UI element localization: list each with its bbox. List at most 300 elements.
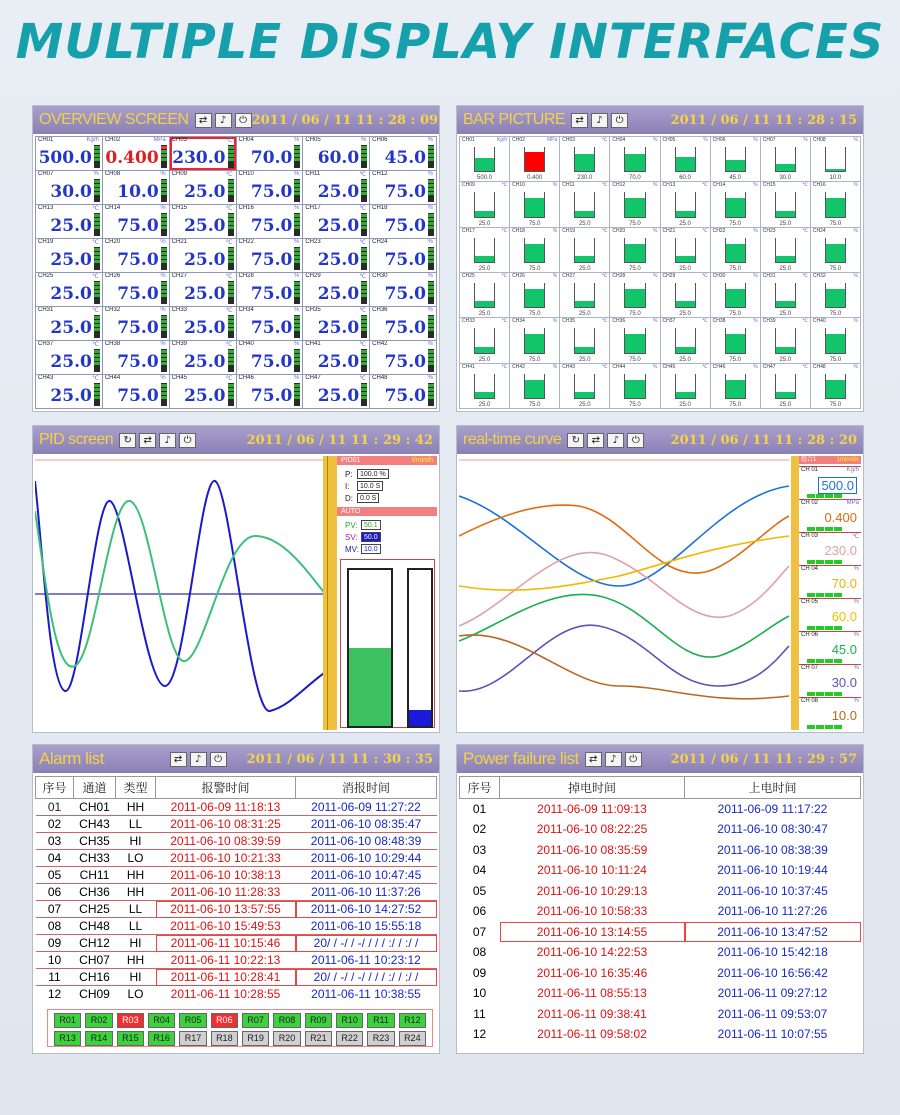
channel-label: CH41 xyxy=(462,363,475,370)
i-value[interactable]: 10.0 S xyxy=(357,481,383,491)
fail-time: 2011-06-10 14:22:53 xyxy=(536,945,648,960)
power-icon[interactable]: ⏻ xyxy=(210,752,227,767)
mv-value[interactable]: 10.0 xyxy=(361,544,381,554)
pid-time: 2011 / 06 / 11 11 : 29 : 42 xyxy=(246,432,433,448)
alarm-row[interactable] xyxy=(36,833,437,850)
overview-cell[interactable] xyxy=(370,171,436,204)
sv-label: SV: xyxy=(345,532,358,542)
alarm-row[interactable] xyxy=(36,901,437,918)
overview-cell[interactable] xyxy=(237,205,303,238)
alarm-channel: CH25 xyxy=(79,902,110,916)
bar-fill xyxy=(726,244,745,262)
mode-badge[interactable]: AUTO xyxy=(337,507,437,516)
bar-cell[interactable] xyxy=(711,273,760,317)
alarm-indicator xyxy=(294,213,300,236)
channel-label: CH28 xyxy=(612,272,626,279)
unit-label: % xyxy=(653,137,658,143)
overview-cell[interactable] xyxy=(103,307,169,340)
bar-cell[interactable] xyxy=(510,228,559,272)
bar-cell[interactable] xyxy=(560,318,609,362)
channel-value: 25.0 xyxy=(184,386,226,406)
channel-label: CH10 xyxy=(238,171,254,177)
alarm-indicator xyxy=(807,560,842,564)
curve-channel-item[interactable] xyxy=(799,532,861,565)
channel-label: CH20 xyxy=(104,239,121,245)
alarm-index: 04 xyxy=(47,851,62,865)
alarm-indicator xyxy=(361,179,367,202)
unit-label: % xyxy=(753,227,758,234)
bar-gauge xyxy=(524,283,545,308)
alarm-led xyxy=(361,362,367,365)
relay-indicator: R23 xyxy=(367,1031,394,1046)
relay-indicator: R12 xyxy=(399,1013,426,1028)
overview-cell[interactable] xyxy=(36,341,102,374)
pid-titlebar xyxy=(33,426,439,454)
alarm-led xyxy=(94,294,100,297)
alarm-led xyxy=(361,192,367,195)
alarm-channel: CH09 xyxy=(79,987,110,1002)
alarm-row[interactable] xyxy=(36,918,437,935)
alarm-index: 07 xyxy=(47,902,62,916)
bar-gauge xyxy=(825,328,846,353)
bar-gauge xyxy=(725,374,746,399)
alarm-led xyxy=(228,388,234,391)
alarm-row[interactable] xyxy=(36,952,437,969)
relay-indicator: R22 xyxy=(336,1031,363,1046)
power-row[interactable] xyxy=(460,1004,861,1025)
overview-cell[interactable] xyxy=(103,375,169,408)
speaker-icon[interactable]: ♪ xyxy=(605,752,622,767)
channel-value: 75.0 xyxy=(250,216,293,236)
bar-cell[interactable] xyxy=(811,182,860,226)
channel-label: CH 07 xyxy=(801,665,819,671)
fail-time: 2011-06-10 13:14:55 xyxy=(500,922,685,943)
bar-cell[interactable] xyxy=(510,273,559,317)
unit-label: ℃ xyxy=(802,363,808,370)
alarm-type: HH xyxy=(126,868,145,882)
overview-titlebar xyxy=(33,106,439,134)
bar-cell[interactable] xyxy=(460,137,509,181)
power-row[interactable] xyxy=(460,901,861,922)
bar-cell[interactable] xyxy=(711,182,760,226)
alarm-led xyxy=(228,226,234,229)
overview-cell[interactable] xyxy=(36,205,102,238)
bar-picture-title: BAR PICTURE xyxy=(463,111,566,128)
alarm-type: LO xyxy=(127,987,144,1002)
bar-cell[interactable] xyxy=(661,228,710,272)
curve-channel-item[interactable] xyxy=(799,499,861,532)
alarm-led xyxy=(94,260,100,263)
alarm-row[interactable] xyxy=(36,986,437,1003)
bar-cell[interactable] xyxy=(460,228,509,272)
unit-label: ℃ xyxy=(601,363,608,370)
channel-value: 25.0 xyxy=(184,352,226,372)
alarm-indicator xyxy=(228,281,234,304)
overview-cell[interactable] xyxy=(36,137,102,170)
curve-channel-header xyxy=(799,599,861,605)
power-row[interactable] xyxy=(460,799,861,820)
overview-cell[interactable] xyxy=(170,171,236,204)
power-index: 07 xyxy=(472,924,487,939)
channel-value: 25.0 xyxy=(184,182,226,202)
power-icon[interactable]: ⏻ xyxy=(611,113,628,128)
bar-cell[interactable] xyxy=(560,364,609,408)
bar-cell[interactable] xyxy=(761,182,810,226)
bar-cell[interactable] xyxy=(560,182,609,226)
overview-cell[interactable] xyxy=(370,205,436,238)
bar-cell[interactable] xyxy=(711,228,760,272)
bar-gauge xyxy=(574,147,595,172)
bar-cell[interactable] xyxy=(460,182,509,226)
bar-cell[interactable] xyxy=(711,318,760,362)
power-row[interactable] xyxy=(460,1024,861,1045)
alarm-led xyxy=(94,180,100,183)
bar-cell[interactable] xyxy=(661,364,710,408)
speaker-icon[interactable]: ♪ xyxy=(190,752,207,767)
overview-cell[interactable] xyxy=(237,341,303,374)
bar-fill xyxy=(525,334,544,352)
bar-cell[interactable] xyxy=(761,273,810,317)
channel-label: CH35 xyxy=(562,318,576,325)
bar-cell[interactable] xyxy=(510,182,559,226)
alarm-row[interactable] xyxy=(36,884,437,901)
bar-gauge xyxy=(474,328,495,353)
alarm-led xyxy=(161,222,167,225)
bar-cell[interactable] xyxy=(811,228,860,272)
power-row[interactable] xyxy=(460,881,861,902)
overview-cell[interactable] xyxy=(370,375,436,408)
curve-group[interactable]: 组合1 xyxy=(801,457,817,463)
switch-icon[interactable]: ↻ xyxy=(119,433,136,448)
overview-cell[interactable] xyxy=(370,307,436,340)
overview-cell[interactable] xyxy=(303,239,369,272)
bar-cell[interactable] xyxy=(811,364,860,408)
curve-channel-item[interactable] xyxy=(799,466,861,499)
curve-channel-item[interactable] xyxy=(799,664,861,697)
bar-fill xyxy=(726,198,745,216)
power-row[interactable] xyxy=(460,942,861,963)
bar-cell[interactable] xyxy=(761,228,810,272)
bar-cell[interactable] xyxy=(761,318,810,362)
bar-fill xyxy=(676,301,695,307)
alarm-led xyxy=(294,222,300,225)
overview-cell[interactable] xyxy=(36,171,102,204)
bar-cell[interactable] xyxy=(811,318,860,362)
curve-channel-item[interactable] xyxy=(799,697,861,730)
channel-label: CH 06 xyxy=(801,632,819,638)
usb-icon[interactable]: ⇄ xyxy=(195,113,212,128)
usb-icon[interactable]: ⇄ xyxy=(170,752,187,767)
alarm-index: 12 xyxy=(47,987,62,1002)
alarm-led xyxy=(294,354,300,357)
bar-value: 75.0 xyxy=(729,265,742,272)
overview-cell[interactable] xyxy=(237,137,303,170)
alarm-led xyxy=(361,388,367,391)
usb-icon[interactable]: ⇄ xyxy=(587,433,604,448)
bar-value: 75.0 xyxy=(729,311,742,318)
overview-cell[interactable] xyxy=(36,239,102,272)
bar-cell[interactable] xyxy=(610,182,659,226)
alarm-led xyxy=(228,320,234,323)
overview-cell[interactable] xyxy=(103,137,169,170)
speaker-icon[interactable]: ♪ xyxy=(591,113,608,128)
overview-cell[interactable] xyxy=(170,205,236,238)
col-index: 序号 xyxy=(460,777,500,799)
unit-label: % xyxy=(853,137,858,143)
overview-cell[interactable] xyxy=(103,341,169,374)
bar-cell[interactable] xyxy=(661,137,710,181)
restore-time: 2011-06-10 11:27:26 xyxy=(717,904,828,919)
alarm-time: 2011-06-10 13:57:55 xyxy=(156,901,296,918)
bar-cell[interactable] xyxy=(460,364,509,408)
bar-cell[interactable] xyxy=(811,137,860,181)
usb-icon[interactable]: ⇄ xyxy=(139,433,156,448)
channel-label: CH45 xyxy=(171,375,187,381)
overview-cell[interactable] xyxy=(170,307,236,340)
channel-label: CH 05 xyxy=(801,599,819,605)
alarm-led xyxy=(294,188,300,191)
alarm-led xyxy=(94,362,100,365)
overview-cell[interactable] xyxy=(170,137,236,170)
fail-time: 2011-06-10 08:35:59 xyxy=(536,842,648,857)
bar-cell[interactable] xyxy=(711,137,760,181)
unit-label: Kg/h xyxy=(86,137,99,143)
unit-label: % xyxy=(552,318,558,325)
power-row[interactable] xyxy=(460,860,861,881)
overview-cell[interactable] xyxy=(303,205,369,238)
channel-label: CH14 xyxy=(104,205,121,211)
overview-cell[interactable] xyxy=(237,307,303,340)
bar-gauge xyxy=(775,283,796,308)
unit-label: ℃ xyxy=(359,376,367,382)
bar-cell[interactable] xyxy=(610,364,659,408)
overview-cell[interactable] xyxy=(36,375,102,408)
unit-label: % xyxy=(293,239,300,245)
overview-cell[interactable] xyxy=(103,273,169,306)
bar-cell[interactable] xyxy=(761,137,810,181)
alarm-led xyxy=(228,290,234,293)
bar-gauge xyxy=(725,328,746,353)
overview-cell[interactable] xyxy=(370,341,436,374)
alarm-led xyxy=(428,192,434,195)
alarm-led xyxy=(816,560,824,564)
channel-value: 45.0 xyxy=(384,148,426,168)
bar-value: 25.0 xyxy=(779,220,792,227)
alarm-led xyxy=(825,560,833,564)
restore-time: 2011-06-10 10:19:44 xyxy=(717,863,828,878)
channel-label: CH35 xyxy=(305,307,321,313)
alarm-led xyxy=(825,659,833,663)
bar-gauge xyxy=(675,374,696,399)
bar-gauge xyxy=(624,283,645,308)
alarm-led xyxy=(161,362,167,365)
channel-label: CH08 xyxy=(104,171,121,177)
alarm-indicator xyxy=(228,383,234,406)
overview-cell[interactable] xyxy=(303,307,369,340)
power-icon[interactable]: ⏻ xyxy=(179,433,196,448)
col-restore-time: 上电时间 xyxy=(685,777,861,799)
p-value[interactable]: 100.0 % xyxy=(357,469,389,479)
alarm-time: 2011-06-11 10:15:46 xyxy=(156,935,296,952)
alarm-indicator xyxy=(361,145,367,168)
alarm-row[interactable] xyxy=(36,799,437,816)
overview-cell[interactable] xyxy=(170,239,236,272)
bar-cell[interactable] xyxy=(460,273,509,317)
alarm-indicator xyxy=(94,213,100,236)
bar-value: 25.0 xyxy=(779,401,792,408)
overview-cell[interactable] xyxy=(103,239,169,272)
speaker-icon[interactable]: ♪ xyxy=(607,433,624,448)
bar-value: 75.0 xyxy=(528,401,541,408)
bar-fill xyxy=(676,157,695,172)
overview-cell[interactable] xyxy=(303,171,369,204)
alarm-row[interactable] xyxy=(36,935,437,952)
alarm-led xyxy=(361,358,367,361)
channel-value: 25.0 xyxy=(50,216,92,236)
channel-label: CH26 xyxy=(104,273,121,279)
bar-cell[interactable] xyxy=(510,318,559,362)
overview-cell[interactable] xyxy=(103,205,169,238)
power-icon[interactable]: ⏻ xyxy=(235,113,252,128)
channel-value: 25.0 xyxy=(50,386,92,406)
alarm-led xyxy=(94,252,100,255)
sv-value[interactable]: 50.0 xyxy=(361,532,381,542)
alarm-row[interactable] xyxy=(36,816,437,833)
unit-label: % xyxy=(853,272,858,279)
alarm-led xyxy=(228,384,234,387)
overview-cell[interactable] xyxy=(237,375,303,408)
bar-cell[interactable] xyxy=(610,318,659,362)
channel-label: CH33 xyxy=(171,307,187,313)
bar-cell[interactable] xyxy=(560,137,609,181)
overview-cell[interactable] xyxy=(36,273,102,306)
channel-label: CH10 xyxy=(512,182,525,189)
bar-cell[interactable] xyxy=(510,137,559,181)
overview-cell[interactable] xyxy=(103,171,169,204)
alarm-channel: CH48 xyxy=(79,919,110,933)
channel-value: 10.0 xyxy=(831,708,857,723)
bar-value: 75.0 xyxy=(729,401,742,408)
channel-label: CH18 xyxy=(512,227,525,234)
alarm-led xyxy=(834,527,842,531)
bar-value: 75.0 xyxy=(829,311,842,318)
power-row[interactable] xyxy=(460,922,861,943)
d-value[interactable]: 0.0 S xyxy=(357,493,379,503)
channel-label: CH03 xyxy=(562,137,576,143)
alarm-row[interactable] xyxy=(36,867,437,884)
overview-cell[interactable] xyxy=(370,273,436,306)
channel-label: CH13 xyxy=(662,182,676,189)
alarm-row[interactable] xyxy=(36,850,437,867)
overview-cell[interactable] xyxy=(303,273,369,306)
alarm-led xyxy=(94,146,100,149)
alarm-led xyxy=(816,527,824,531)
bar-cell[interactable] xyxy=(560,273,609,317)
bar-cell[interactable] xyxy=(560,228,609,272)
curve-channel-header xyxy=(799,665,861,671)
overview-cell[interactable] xyxy=(303,341,369,374)
bar-value: 25.0 xyxy=(679,311,691,318)
bar-cell[interactable] xyxy=(661,182,710,226)
power-icon[interactable]: ⏻ xyxy=(627,433,644,448)
col-type: 类型 xyxy=(116,777,156,799)
bar-cell[interactable] xyxy=(661,318,710,362)
overview-cell[interactable] xyxy=(303,375,369,408)
overview-cell[interactable] xyxy=(170,375,236,408)
alarm-time: 2011-06-11 10:28:55 xyxy=(170,987,281,1002)
alarm-led xyxy=(161,388,167,391)
power-row[interactable] xyxy=(460,840,861,861)
power-row[interactable] xyxy=(460,819,861,840)
channel-label: CH04 xyxy=(238,137,254,143)
bar-cell[interactable] xyxy=(811,273,860,317)
pid-unit: t/min/h xyxy=(411,457,433,464)
overview-cell[interactable] xyxy=(370,137,436,170)
bar-cell[interactable] xyxy=(711,364,760,408)
alarm-led xyxy=(94,192,100,195)
bar-fill xyxy=(826,289,845,307)
bar-value: 25.0 xyxy=(578,265,591,272)
switch-icon[interactable]: ↻ xyxy=(567,433,584,448)
bar-cell[interactable] xyxy=(761,364,810,408)
alarm-led xyxy=(825,494,833,498)
alarm-led xyxy=(294,252,300,255)
overview-cell[interactable] xyxy=(370,239,436,272)
curve-channel-item[interactable] xyxy=(799,565,861,598)
realtime-curve-panel xyxy=(456,425,864,733)
col-alarm-time: 报警时间 xyxy=(156,777,296,799)
power-row[interactable] xyxy=(460,983,861,1004)
overview-cell[interactable] xyxy=(170,341,236,374)
curve-channel-item[interactable] xyxy=(799,631,861,664)
alarm-row[interactable] xyxy=(36,969,437,986)
bar-cell[interactable] xyxy=(610,137,659,181)
overview-cell[interactable] xyxy=(303,137,369,170)
power-icon[interactable]: ⏻ xyxy=(625,752,642,767)
power-index: 09 xyxy=(472,965,487,980)
channel-label: CH38 xyxy=(712,318,726,325)
bar-cell[interactable] xyxy=(610,228,659,272)
overview-cell[interactable] xyxy=(237,273,303,306)
bar-gauge xyxy=(574,238,595,263)
overview-cell[interactable] xyxy=(237,171,303,204)
usb-icon[interactable]: ⇄ xyxy=(585,752,602,767)
alarm-led xyxy=(294,388,300,391)
power-index: 11 xyxy=(473,1006,486,1021)
channel-value: 25.0 xyxy=(184,318,226,338)
unit-label: % xyxy=(427,171,433,177)
bar-cell[interactable] xyxy=(510,364,559,408)
usb-icon[interactable]: ⇄ xyxy=(571,113,588,128)
overview-cell[interactable] xyxy=(170,273,236,306)
overview-cell[interactable] xyxy=(237,239,303,272)
speaker-icon[interactable]: ♪ xyxy=(159,433,176,448)
speaker-icon[interactable]: ♪ xyxy=(215,113,232,128)
bar-cell[interactable] xyxy=(460,318,509,362)
alarm-led xyxy=(161,294,167,297)
channel-label: CH13 xyxy=(38,205,54,211)
unit-label: % xyxy=(703,137,708,143)
channel-label: CH30 xyxy=(712,272,726,279)
power-row[interactable] xyxy=(460,963,861,984)
curve-channel-item[interactable] xyxy=(799,598,861,631)
bar-cell[interactable] xyxy=(610,273,659,317)
bar-cell[interactable] xyxy=(661,273,710,317)
unit-label: % xyxy=(160,307,166,313)
overview-cell[interactable] xyxy=(36,307,102,340)
unit-label: % xyxy=(853,363,858,370)
power-index: 03 xyxy=(472,842,487,857)
